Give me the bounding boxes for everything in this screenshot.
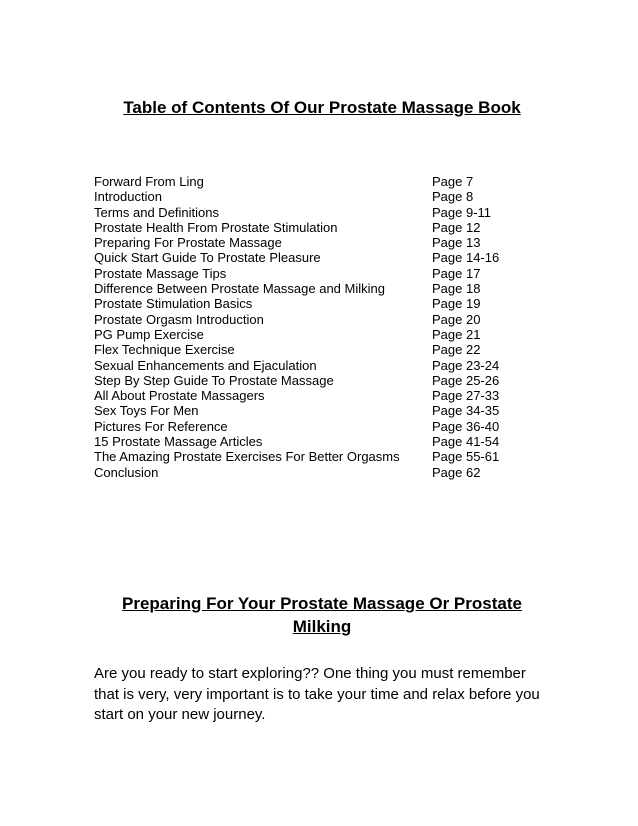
toc-entry-title: Step By Step Guide To Prostate Massage [94,372,334,388]
toc-entry-page: Page 12 [432,219,481,235]
toc-entry-page: Page 19 [432,296,481,312]
toc-entry-title: All About Prostate Massagers [94,388,265,404]
toc-entry [94,388,534,403]
toc-entry-page: Page 55-61 [432,449,500,465]
toc-entry-page: Page 22 [432,342,481,358]
toc-entry [94,342,534,357]
toc-entry [94,174,534,189]
toc-entry [94,296,534,311]
toc-entry-page: Page 17 [432,265,481,281]
toc-entry [94,465,534,480]
toc-entry-title: Prostate Stimulation Basics [94,296,253,312]
toc-entry-title: Forward From Ling [94,174,204,189]
toc-list [94,174,534,480]
toc-entry-title: Sexual Enhancements and Ejaculation [94,357,317,373]
toc-entry [94,449,534,464]
toc-entry-title: The Amazing Prostate Exercises For Better Orgasms [94,449,400,465]
toc-entry-title: Difference Between Prostate Massage and Milking [94,281,385,297]
toc-entry [94,327,534,342]
toc-entry-page: Page 27-33 [432,388,500,404]
toc-entry [94,434,534,449]
toc-entry-page: Page 8 [432,189,474,205]
section-paragraph: Are you ready to start exploring?? One thing you must remember that is very, very important is to take your time and relax before you start on your new journey. [94,665,540,723]
toc-entry [94,189,534,204]
toc-entry [94,358,534,373]
section-heading: Preparing For Your Prostate Massage Or Prostate Milking [122,594,522,636]
toc-entry-page: Page 25-26 [432,372,500,388]
toc-entry-title: Flex Technique Exercise [94,342,235,358]
toc-entry-title: Conclusion [94,464,159,480]
toc-entry-page: Page 34-35 [432,403,500,419]
toc-entry [94,403,534,418]
toc-entry-page: Page 36-40 [432,418,500,434]
toc-entry-page: Page 13 [432,235,481,251]
toc-entry-page: Page 20 [432,311,481,327]
toc-entry [94,419,534,434]
toc-entry [94,205,534,220]
toc-entry-title: 15 Prostate Massage Articles [94,434,263,450]
toc-entry-page: Page 7 [432,174,474,189]
toc-entry-title: Prostate Orgasm Introduction [94,311,264,327]
toc-entry [94,220,534,235]
toc-entry-page: Page 21 [432,326,481,342]
toc-entry [94,312,534,327]
toc-entry-title: Prostate Health From Prostate Stimulation [94,219,338,235]
toc-entry [94,281,534,296]
toc-entry-title: Sex Toys For Men [94,403,199,419]
toc-entry [94,266,534,281]
toc-entry-page: Page 41-54 [432,434,500,450]
toc-entry-title: Terms and Definitions [94,204,219,220]
toc-entry [94,373,534,388]
toc-entry [94,250,534,265]
toc-entry-title: PG Pump Exercise [94,326,204,342]
toc-entry-page: Page 23-24 [432,357,500,373]
toc-entry-page: Page 18 [432,281,481,297]
toc-entry-page: Page 14-16 [432,250,500,266]
toc-entry-title: Preparing For Prostate Massage [94,235,282,251]
toc-entry-title: Pictures For Reference [94,418,228,434]
toc-entry-title: Quick Start Guide To Prostate Pleasure [94,250,321,266]
toc-title: Table of Contents Of Our Prostate Massage Book [123,98,521,117]
toc-entry-title: Prostate Massage Tips [94,265,227,281]
toc-entry [94,235,534,250]
toc-entry-page: Page 9-11 [432,204,492,220]
toc-entry-title: Introduction [94,189,162,205]
toc-entry-page: Page 62 [432,464,481,480]
